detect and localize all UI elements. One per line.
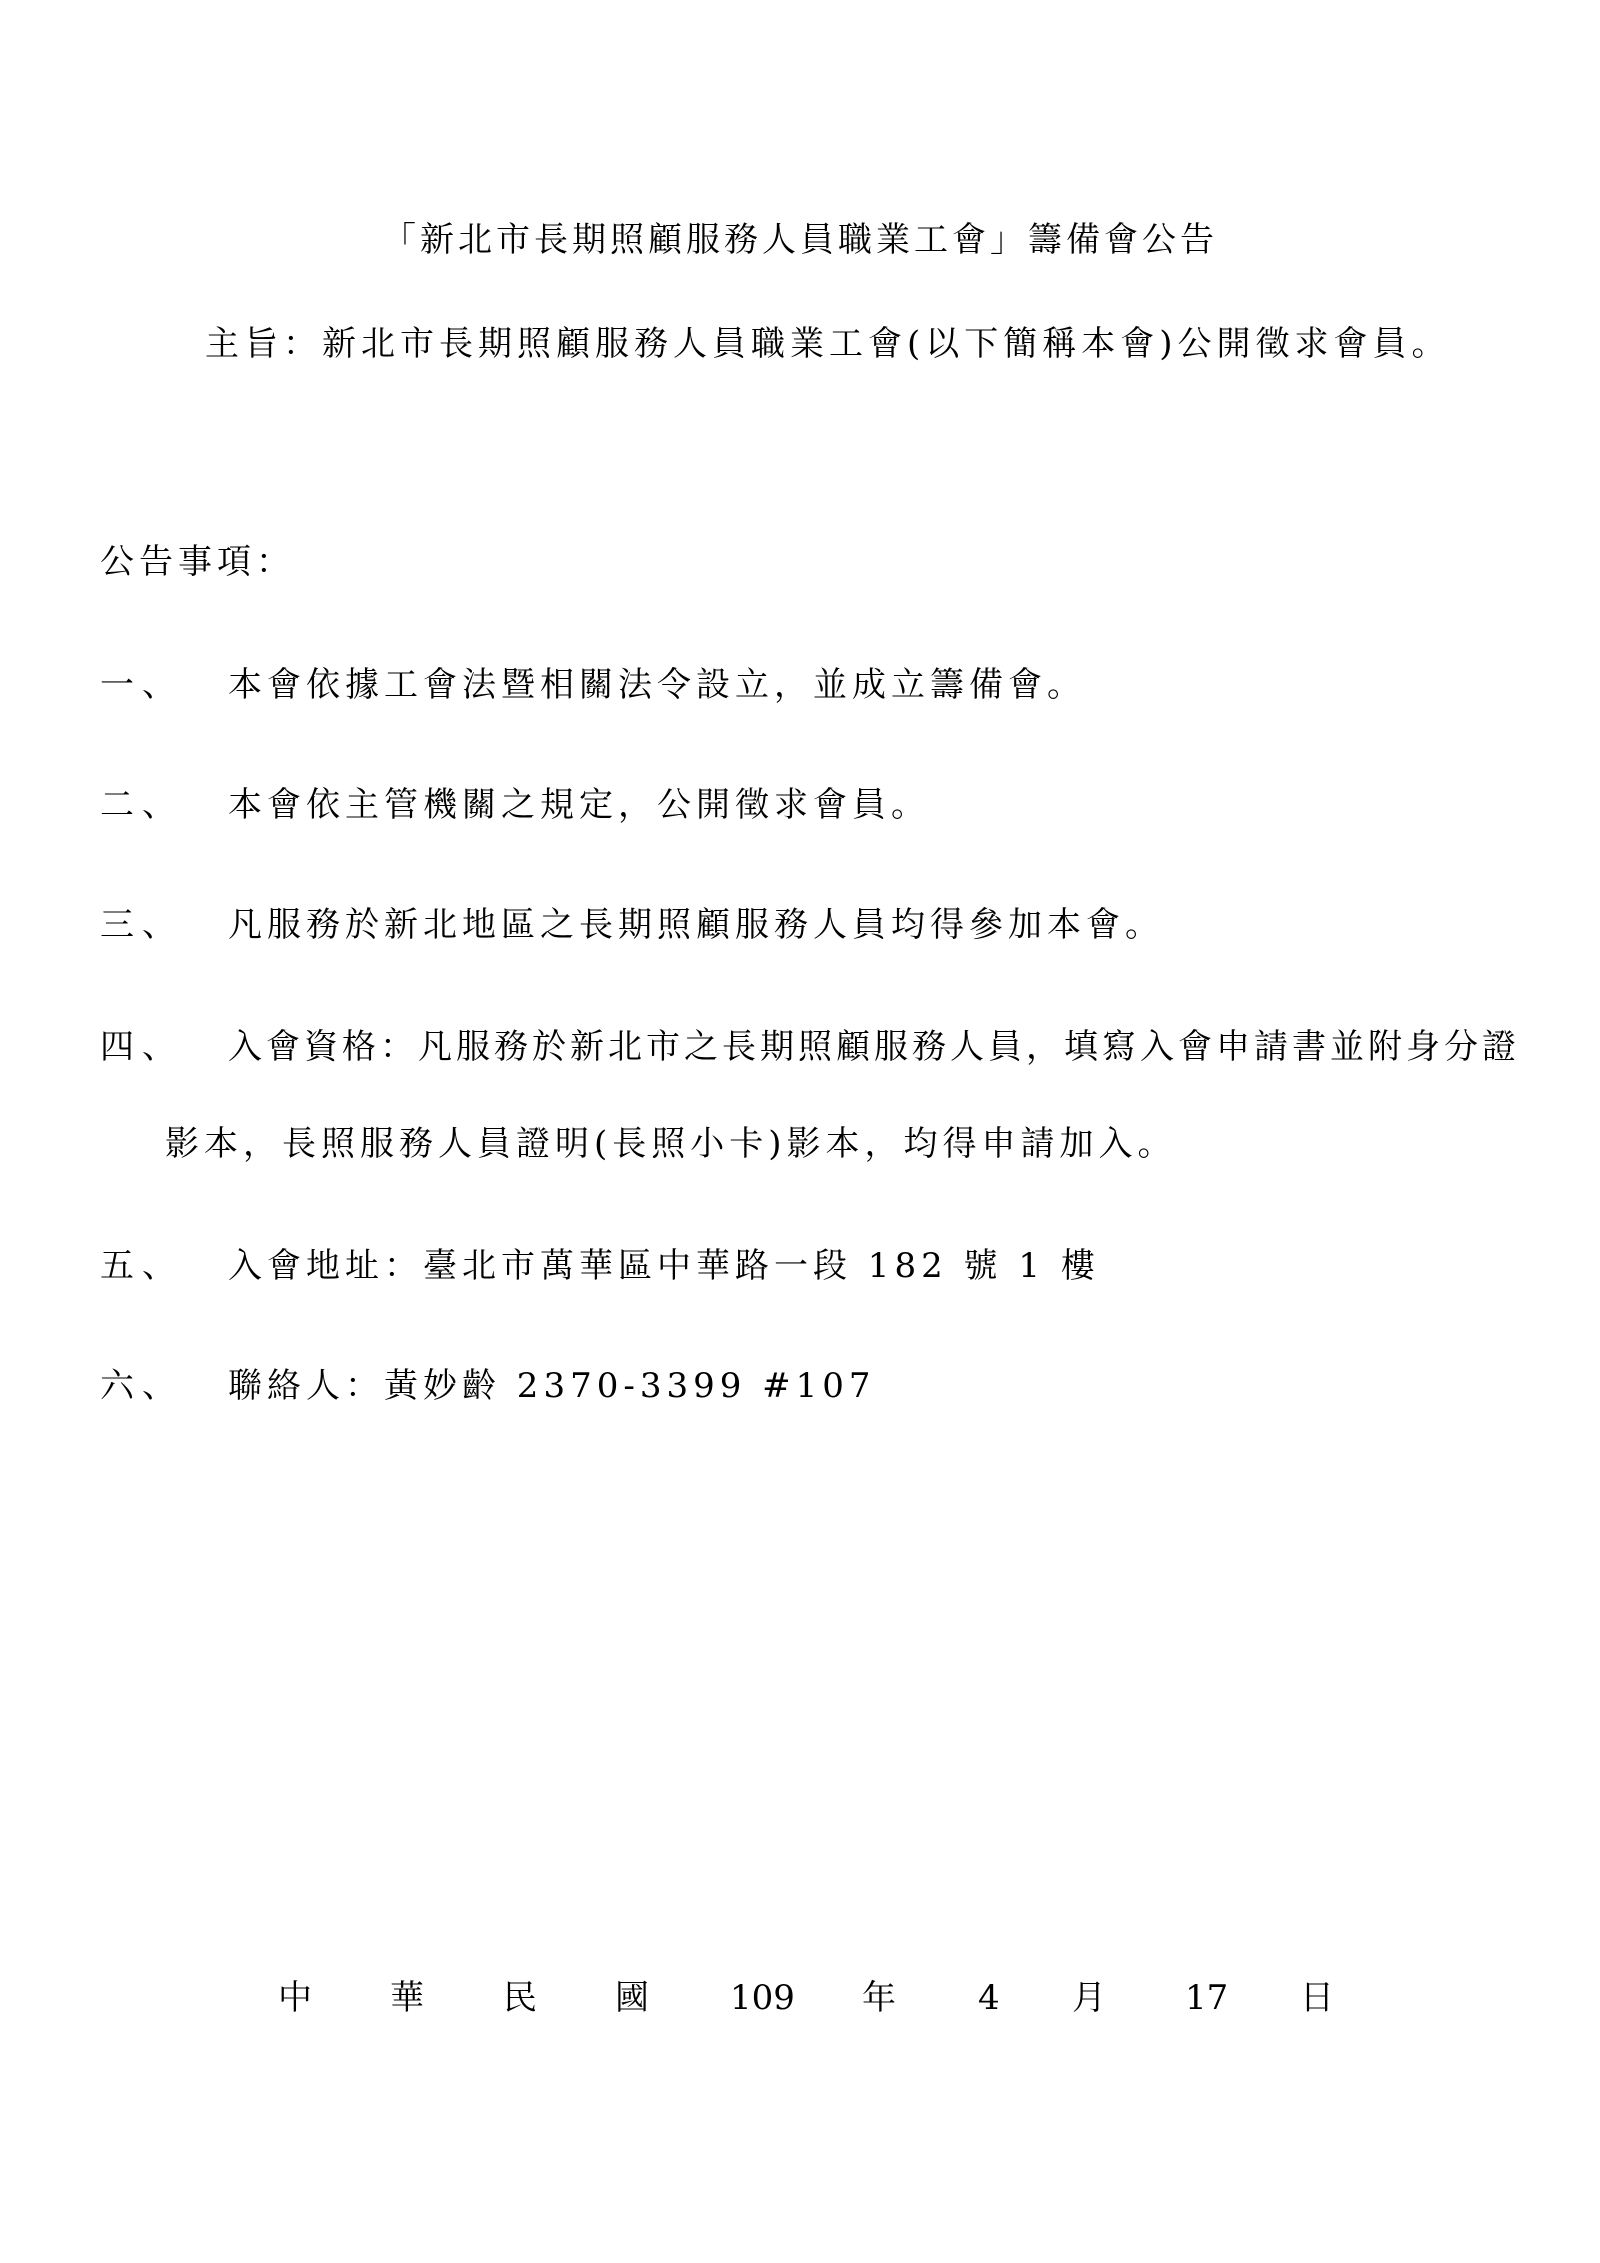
document-subject: 主旨：新北市長期照顧服務人員職業工會(以下簡稱本會)公開徵求會員。 bbox=[205, 324, 1451, 364]
item-text-1: 本會依據工會法暨相關法令設立，並成立籌備會。 bbox=[228, 665, 1086, 705]
item-number-5: 五、 bbox=[100, 1246, 184, 1286]
date-day: 17 bbox=[1185, 1978, 1229, 2018]
item-number-4: 四、 bbox=[100, 1027, 184, 1067]
date-era-char-2: 華 bbox=[390, 1978, 424, 2018]
date-era-char-3: 民 bbox=[503, 1978, 537, 2018]
item-text-6: 聯絡人：黃妙齡 2370-3399 #107 bbox=[228, 1366, 876, 1406]
document-title: 「新北市長期照顧服務人員職業工會」籌備會公告 bbox=[382, 220, 1218, 260]
date-year: 109 bbox=[730, 1978, 795, 2018]
date-month-unit: 月 bbox=[1072, 1978, 1106, 2018]
date-month: 4 bbox=[978, 1978, 1000, 2018]
date-era-char-1: 中 bbox=[278, 1978, 312, 2018]
announcement-heading: 公告事項： bbox=[100, 542, 295, 582]
item-number-1: 一、 bbox=[100, 665, 184, 705]
item-number-6: 六、 bbox=[100, 1366, 184, 1406]
item-text-5: 入會地址：臺北市萬華區中華路一段 182 號 1 樓 bbox=[228, 1246, 1100, 1286]
item-text-2: 本會依主管機關之規定，公開徵求會員。 bbox=[228, 785, 930, 825]
item-text-4: 入會資格：凡服務於新北市之長期照顧服務人員，填寫入會申請書並附身分證 bbox=[228, 1027, 1520, 1067]
item-number-3: 三、 bbox=[100, 905, 184, 945]
item-text-3: 凡服務於新北地區之長期照顧服務人員均得參加本會。 bbox=[228, 905, 1164, 945]
date-day-unit: 日 bbox=[1300, 1978, 1334, 2018]
item-text-4-continuation: 影本，長照服務人員證明(長照小卡)影本，均得申請加入。 bbox=[165, 1124, 1177, 1164]
date-year-unit: 年 bbox=[862, 1978, 896, 2018]
item-number-2: 二、 bbox=[100, 785, 184, 825]
date-era-char-4: 國 bbox=[615, 1978, 649, 2018]
